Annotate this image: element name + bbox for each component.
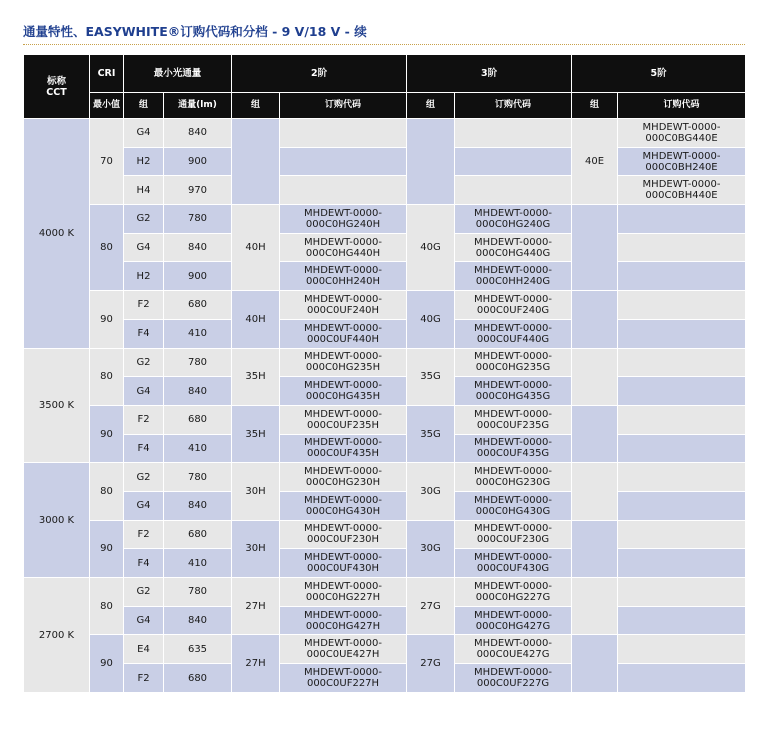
code-3-cell (455, 176, 572, 205)
table-row (24, 205, 746, 234)
code-5-cell (618, 291, 746, 320)
code-3-cell: MHDEWT-0000-000C0HG230G (455, 463, 572, 492)
flux-cell: 680 (164, 291, 232, 320)
flux-cell: 410 (164, 434, 232, 463)
group-cell: G4 (124, 119, 164, 148)
table-row (24, 635, 746, 664)
flux-cell: 780 (164, 348, 232, 377)
code-5-cell (618, 520, 746, 549)
group-cell: G2 (124, 578, 164, 607)
flux-cell: 970 (164, 176, 232, 205)
code-3-cell: MHDEWT-0000-000C0UF235G (455, 405, 572, 434)
code-3-cell: MHDEWT-0000-000C0HG440G (455, 233, 572, 262)
cri-cell: 80 (90, 348, 124, 405)
code-3-cell: MHDEWT-0000-000C0HG227G (455, 578, 572, 607)
bin-3-cell (407, 119, 455, 205)
code-3-cell: MHDEWT-0000-000C0UF435G (455, 434, 572, 463)
code-2-cell: MHDEWT-0000-000C0UF435H (280, 434, 407, 463)
flux-cell: 780 (164, 463, 232, 492)
code-2-cell: MHDEWT-0000-000C0HG430H (280, 491, 407, 520)
bin-5-cell (572, 520, 618, 577)
bin-2-cell: 35H (232, 405, 280, 462)
flux-cell: 680 (164, 405, 232, 434)
flux-cell: 900 (164, 147, 232, 176)
cct-cell: 2700 K (24, 578, 90, 693)
flux-cell: 780 (164, 205, 232, 234)
group-cell: E4 (124, 635, 164, 664)
table-row (24, 119, 746, 148)
flux-cell: 410 (164, 549, 232, 578)
group-cell: H4 (124, 176, 164, 205)
code-2-cell: MHDEWT-0000-000C0HH240H (280, 262, 407, 291)
code-3-cell: MHDEWT-0000-000C0HH240G (455, 262, 572, 291)
group-cell: F2 (124, 405, 164, 434)
table-row (24, 233, 746, 262)
flux-cell: 410 (164, 319, 232, 348)
code-2-cell: MHDEWT-0000-000C0HG235H (280, 348, 407, 377)
code-5-cell: MHDEWT-0000-000C0BG440E (618, 119, 746, 148)
table-row (24, 291, 746, 320)
code-5-cell (618, 606, 746, 635)
bin-2-cell: 27H (232, 635, 280, 693)
code-3-cell: MHDEWT-0000-000C0UF440G (455, 319, 572, 348)
header-group: 组 (407, 93, 455, 119)
code-2-cell (280, 176, 407, 205)
group-cell: F4 (124, 434, 164, 463)
bin-3-cell: 40G (407, 291, 455, 348)
header-group: 组 (124, 93, 164, 119)
code-3-cell: MHDEWT-0000-000C0UF430G (455, 549, 572, 578)
header-5-step: 5阶 (572, 55, 746, 93)
group-cell: H2 (124, 147, 164, 176)
bin-5-cell (572, 205, 618, 291)
code-2-cell: MHDEWT-0000-000C0HG230H (280, 463, 407, 492)
code-2-cell: MHDEWT-0000-000C0UF230H (280, 520, 407, 549)
code-2-cell (280, 147, 407, 176)
header-2-step: 2阶 (232, 55, 407, 93)
group-cell: G4 (124, 377, 164, 406)
code-2-cell: MHDEWT-0000-000C0UE427H (280, 635, 407, 664)
bin-3-cell: 40G (407, 205, 455, 291)
header-3-step: 3阶 (407, 55, 572, 93)
code-3-cell: MHDEWT-0000-000C0HG435G (455, 377, 572, 406)
flux-cell: 680 (164, 664, 232, 693)
header-min-flux: 最小光通量 (124, 55, 232, 93)
table-row (24, 262, 746, 291)
code-5-cell (618, 205, 746, 234)
code-2-cell: MHDEWT-0000-000C0UF235H (280, 405, 407, 434)
table-row (24, 377, 746, 406)
header-order-code: 订购代码 (455, 93, 572, 119)
code-2-cell: MHDEWT-0000-000C0UF430H (280, 549, 407, 578)
flux-cell: 840 (164, 233, 232, 262)
bin-5-cell (572, 578, 618, 635)
code-5-cell: MHDEWT-0000-000C0BH440E (618, 176, 746, 205)
bin-5-cell (572, 405, 618, 462)
header-group: 组 (572, 93, 618, 119)
table-row (24, 491, 746, 520)
bin-5-cell (572, 348, 618, 405)
code-5-cell (618, 578, 746, 607)
flux-cell: 635 (164, 635, 232, 664)
cct-cell: 3000 K (24, 463, 90, 578)
code-3-cell (455, 119, 572, 148)
group-cell: H2 (124, 262, 164, 291)
cri-cell: 80 (90, 578, 124, 635)
group-cell: G4 (124, 606, 164, 635)
code-2-cell: MHDEWT-0000-000C0UF240H (280, 291, 407, 320)
cct-cell: 3500 K (24, 348, 90, 463)
code-2-cell: MHDEWT-0000-000C0HG240H (280, 205, 407, 234)
bin-5-cell: 40E (572, 119, 618, 205)
code-3-cell: MHDEWT-0000-000C0HG235G (455, 348, 572, 377)
bin-2-cell: 35H (232, 348, 280, 405)
page-title: 通量特性、EASYWHITE®订购代码和分档 - 9 V/18 V - 续 (23, 24, 367, 39)
code-3-cell: MHDEWT-0000-000C0HG240G (455, 205, 572, 234)
code-5-cell (618, 491, 746, 520)
table-row (24, 147, 746, 176)
code-5-cell: MHDEWT-0000-000C0BH240E (618, 147, 746, 176)
code-3-cell: MHDEWT-0000-000C0UF230G (455, 520, 572, 549)
table-row (24, 549, 746, 578)
code-2-cell: MHDEWT-0000-000C0HG227H (280, 578, 407, 607)
bin-2-cell: 30H (232, 463, 280, 520)
header-order-code: 订购代码 (618, 93, 746, 119)
code-3-cell: MHDEWT-0000-000C0UF240G (455, 291, 572, 320)
flux-cell: 780 (164, 578, 232, 607)
group-cell: F2 (124, 664, 164, 693)
bin-2-cell: 27H (232, 578, 280, 635)
header-group: 组 (232, 93, 280, 119)
code-5-cell (618, 635, 746, 664)
group-cell: G4 (124, 233, 164, 262)
cri-cell: 80 (90, 463, 124, 520)
cri-cell: 70 (90, 119, 124, 205)
group-cell: G2 (124, 348, 164, 377)
bin-3-cell: 30G (407, 463, 455, 520)
code-5-cell (618, 233, 746, 262)
bin-3-cell: 30G (407, 520, 455, 577)
group-cell: G2 (124, 463, 164, 492)
header-cri: CRI (90, 55, 124, 93)
bin-3-cell: 27G (407, 578, 455, 635)
group-cell: G2 (124, 205, 164, 234)
code-3-cell (455, 147, 572, 176)
table-row (24, 348, 746, 377)
code-5-cell (618, 434, 746, 463)
header-order-code: 订购代码 (280, 93, 407, 119)
code-3-cell: MHDEWT-0000-000C0UE427G (455, 635, 572, 664)
flux-cell: 840 (164, 606, 232, 635)
code-2-cell: MHDEWT-0000-000C0HG440H (280, 233, 407, 262)
table-row (24, 520, 746, 549)
code-3-cell: MHDEWT-0000-000C0HG427G (455, 606, 572, 635)
table-row (24, 664, 746, 693)
bin-2-cell: 40H (232, 291, 280, 348)
code-5-cell (618, 405, 746, 434)
code-5-cell (618, 377, 746, 406)
table-row (24, 606, 746, 635)
bin-5-cell (572, 291, 618, 348)
header-min-value: 最小值 (90, 93, 124, 119)
bin-2-cell: 30H (232, 520, 280, 577)
cri-cell: 90 (90, 520, 124, 577)
group-cell: F4 (124, 549, 164, 578)
bin-3-cell: 27G (407, 635, 455, 693)
code-5-cell (618, 348, 746, 377)
code-3-cell: MHDEWT-0000-000C0HG430G (455, 491, 572, 520)
group-cell: G4 (124, 491, 164, 520)
flux-cell: 840 (164, 377, 232, 406)
cct-cell: 4000 K (24, 119, 90, 349)
flux-cell: 680 (164, 520, 232, 549)
cri-cell: 90 (90, 405, 124, 462)
header-cct: 标称 CCT (24, 55, 90, 119)
flux-cell: 840 (164, 119, 232, 148)
cri-cell: 90 (90, 635, 124, 693)
flux-cell: 900 (164, 262, 232, 291)
flux-cell: 840 (164, 491, 232, 520)
table-row (24, 319, 746, 348)
code-3-cell: MHDEWT-0000-000C0UF227G (455, 664, 572, 693)
code-5-cell (618, 463, 746, 492)
code-5-cell (618, 549, 746, 578)
code-5-cell (618, 319, 746, 348)
table-row (24, 434, 746, 463)
bin-5-cell (572, 463, 618, 520)
order-code-table (23, 54, 746, 693)
bin-2-cell (232, 119, 280, 205)
title-divider (23, 44, 745, 45)
bin-3-cell: 35G (407, 348, 455, 405)
bin-3-cell: 35G (407, 405, 455, 462)
table-row (24, 176, 746, 205)
code-2-cell: MHDEWT-0000-000C0HG435H (280, 377, 407, 406)
header-flux-lm: 通量(lm) (164, 93, 232, 119)
group-cell: F4 (124, 319, 164, 348)
table-row (24, 463, 746, 492)
code-5-cell (618, 664, 746, 693)
code-2-cell: MHDEWT-0000-000C0HG427H (280, 606, 407, 635)
cri-cell: 80 (90, 205, 124, 291)
table-row (24, 578, 746, 607)
bin-2-cell: 40H (232, 205, 280, 291)
bin-5-cell (572, 635, 618, 693)
group-cell: F2 (124, 520, 164, 549)
code-2-cell (280, 119, 407, 148)
table-row (24, 405, 746, 434)
code-2-cell: MHDEWT-0000-000C0UF227H (280, 664, 407, 693)
cri-cell: 90 (90, 291, 124, 348)
group-cell: F2 (124, 291, 164, 320)
code-5-cell (618, 262, 746, 291)
code-2-cell: MHDEWT-0000-000C0UF440H (280, 319, 407, 348)
